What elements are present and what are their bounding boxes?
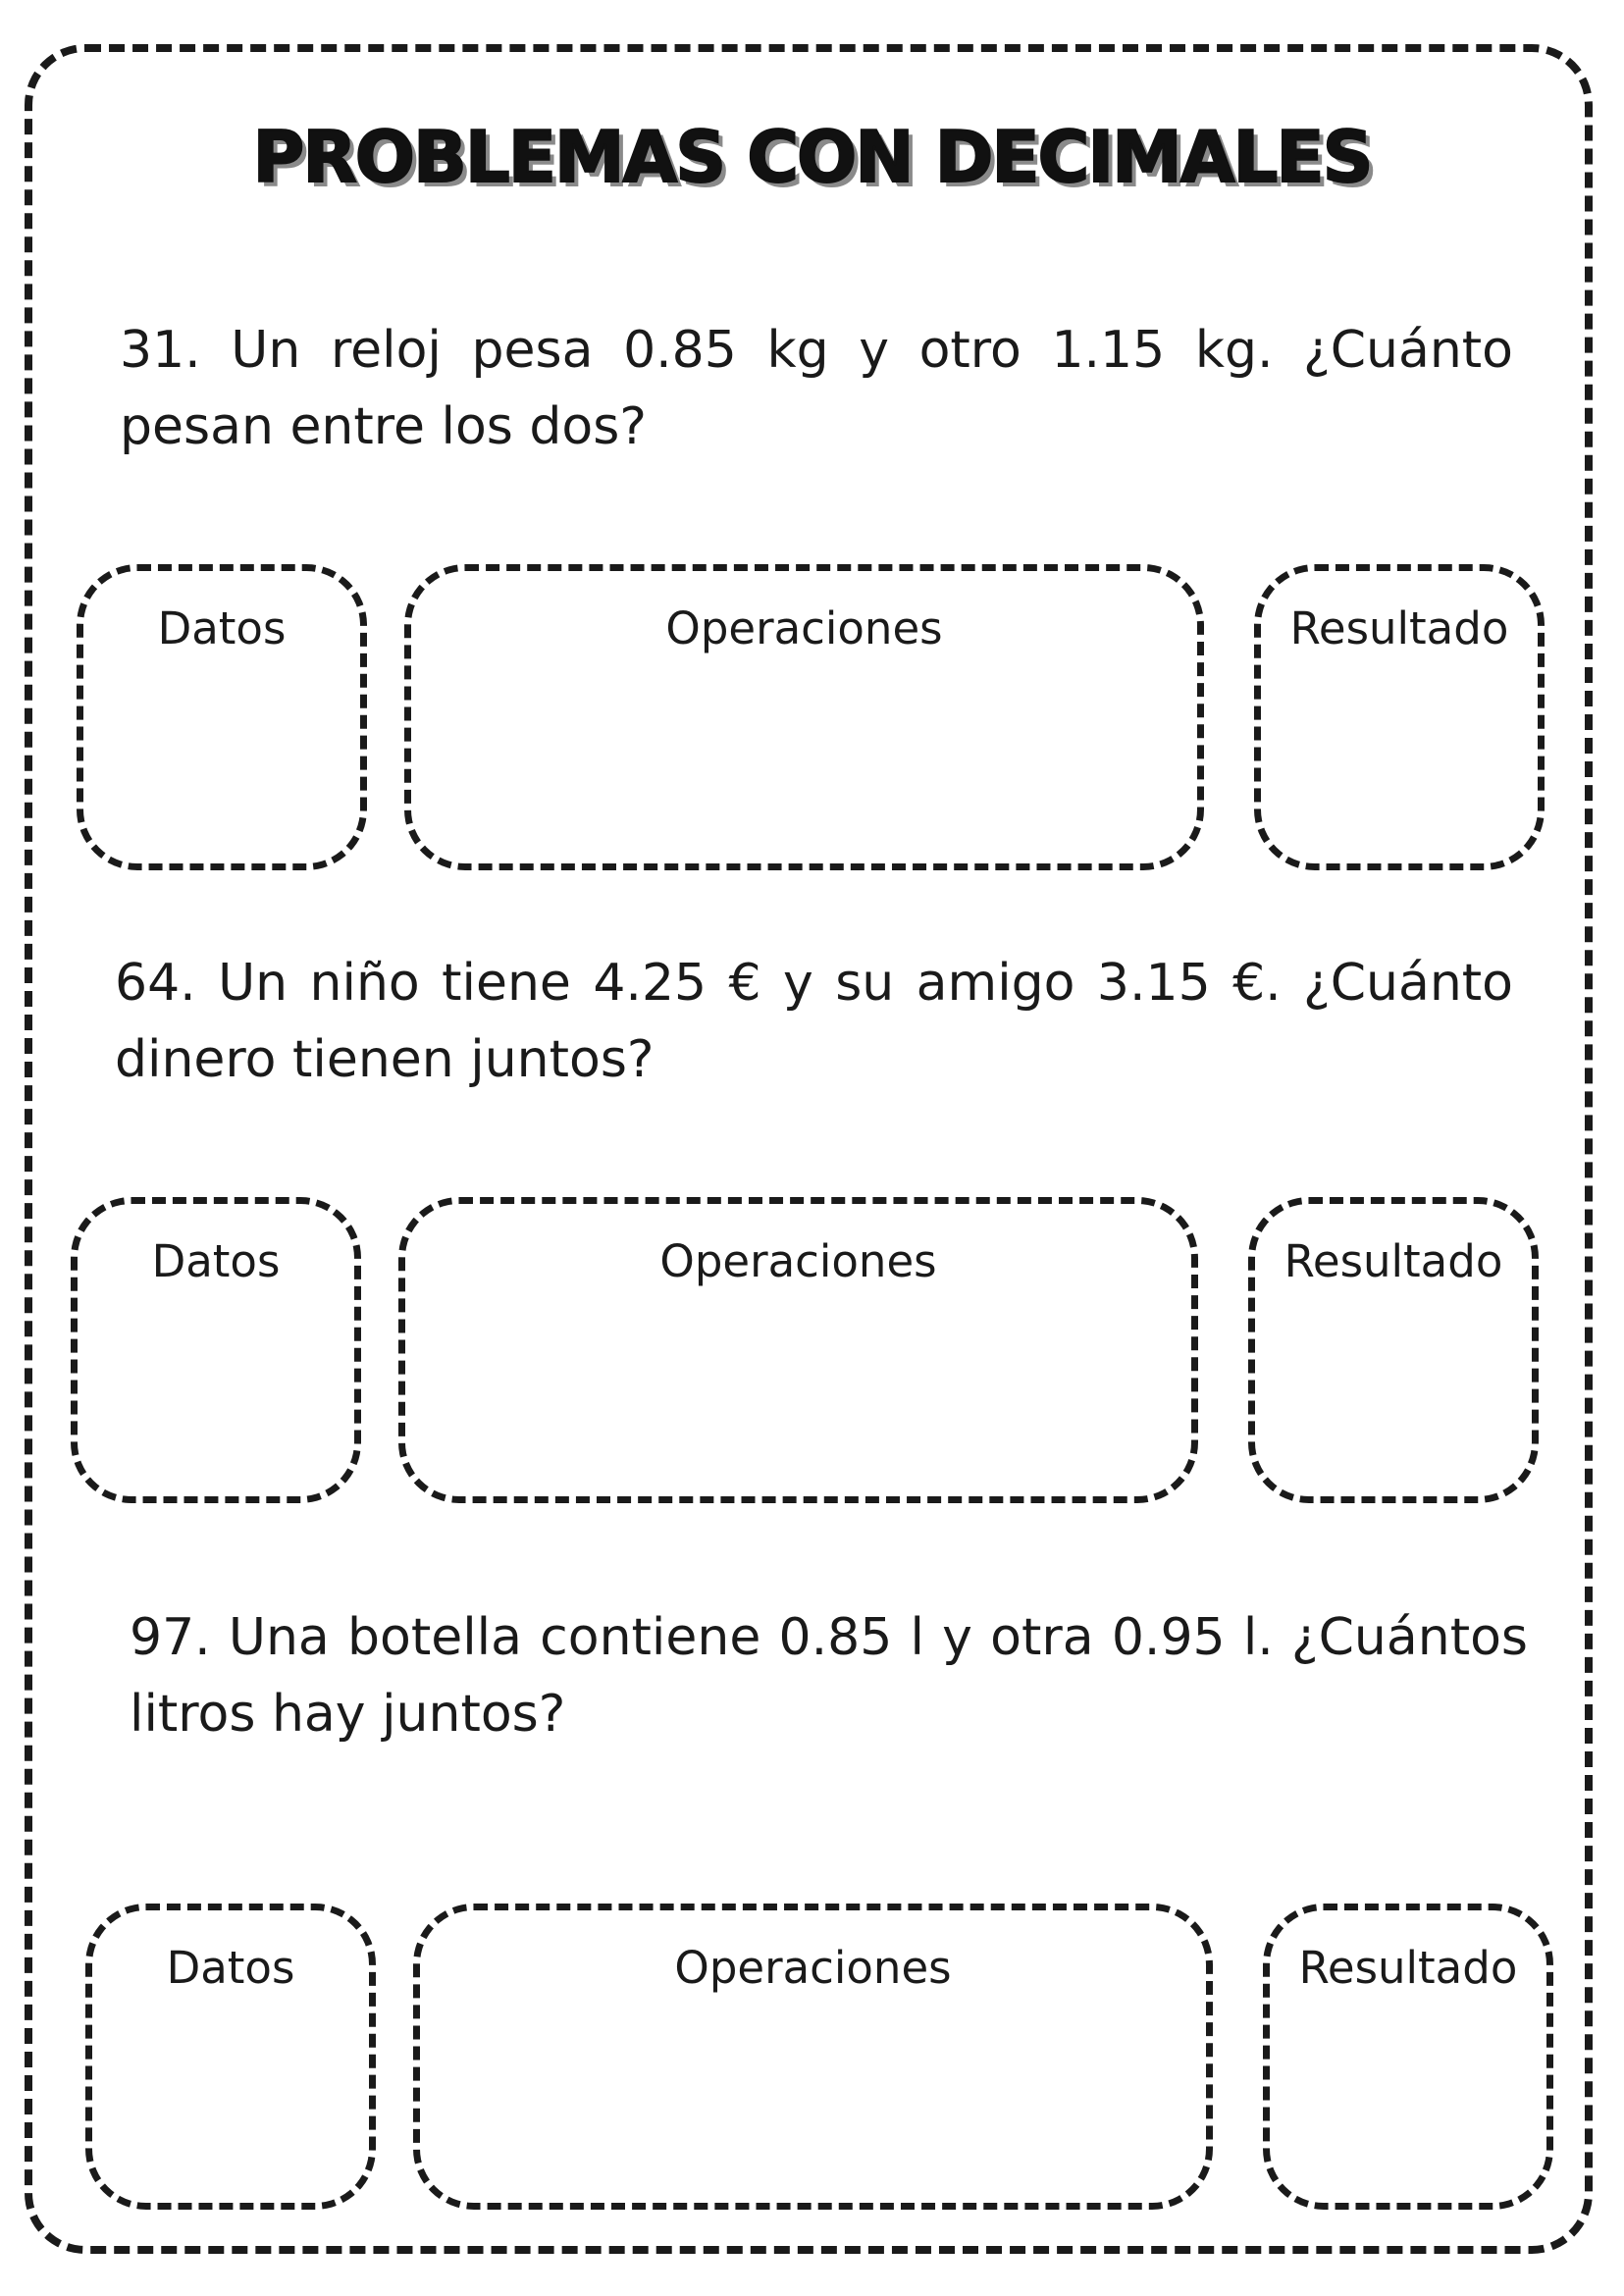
worksheet-title: PROBLEMAS CON DECIMALES <box>252 116 1372 198</box>
operaciones-label: Operaciones <box>659 1235 937 1287</box>
problem-1-datos-box[interactable] <box>77 564 367 870</box>
problem-3-text: 97. Una botella contiene 0.85 l y otra 0.95 l. ¿Cuántos litros hay juntos? <box>130 1608 1528 1744</box>
problem-2-text: 64. Un niño tiene 4.25 € y su amigo 3.15 €. ¿Cuánto dinero tienen juntos? <box>115 954 1513 1089</box>
operaciones-label: Operaciones <box>674 1942 952 1994</box>
problem-1-operaciones-box[interactable] <box>404 564 1204 870</box>
problem-2-datos-box[interactable] <box>71 1197 361 1503</box>
problem-2-resultado-box[interactable] <box>1248 1197 1539 1503</box>
problem-2-operaciones-box[interactable] <box>398 1197 1198 1503</box>
problem-3-datos-box[interactable] <box>85 1904 376 2210</box>
problem-1-text: 31. Un reloj pesa 0.85 kg y otro 1.15 kg. ¿Cuánto pesan entre los dos? <box>120 321 1513 456</box>
resultado-label: Resultado <box>1298 1942 1518 1994</box>
datos-label: Datos <box>166 1942 295 1994</box>
problem-1-resultado-box[interactable] <box>1254 564 1545 870</box>
datos-label: Datos <box>151 1235 281 1287</box>
problem-3-operaciones-box[interactable] <box>413 1904 1213 2210</box>
resultado-label: Resultado <box>1289 602 1509 654</box>
problem-3-resultado-box[interactable] <box>1263 1904 1553 2210</box>
operaciones-label: Operaciones <box>665 602 943 654</box>
resultado-label: Resultado <box>1283 1235 1503 1287</box>
datos-label: Datos <box>157 602 287 654</box>
